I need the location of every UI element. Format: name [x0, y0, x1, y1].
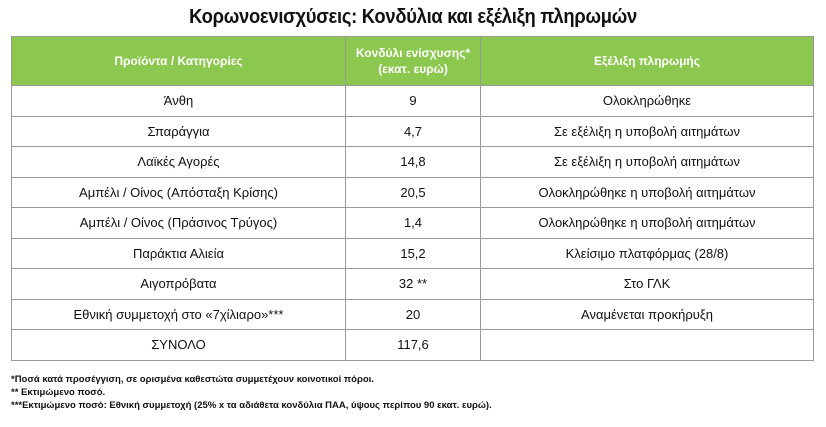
cell-status: Αναμένεται προκήρυξη: [481, 299, 814, 330]
table-row: [12, 299, 814, 330]
header-status: Εξέλιξη πληρωμής: [481, 37, 814, 86]
cell-category: Αιγοπρόβατα: [12, 269, 346, 300]
table-row: [12, 177, 814, 208]
cell-category: Λαϊκές Αγορές: [12, 147, 346, 178]
cell-category: Αμπέλι / Οίνος (Απόσταξη Κρίσης): [12, 177, 346, 208]
cell-amount: 20,5: [346, 177, 481, 208]
cell-status: Σε εξέλιξη η υποβολή αιτημάτων: [481, 116, 814, 147]
cell-amount: 15,2: [346, 238, 481, 269]
cell-category: Παράκτια Αλιεία: [12, 238, 346, 269]
header-category: Προϊόντα / Κατηγορίες: [12, 37, 346, 86]
cell-status: Ολοκληρώθηκε η υποβολή αιτημάτων: [481, 177, 814, 208]
cell-amount: 4,7: [346, 116, 481, 147]
cell-status: Κλείσιμο πλατφόρμας (28/8): [481, 238, 814, 269]
cell-amount: 32 **: [346, 269, 481, 300]
table-row: [12, 116, 814, 147]
table-row: [12, 147, 814, 178]
header-amount-line2: (εκατ. ευρώ): [378, 62, 448, 76]
footnote-2: ** Εκτιμώμενο ποσό.: [11, 387, 106, 398]
table-row: [12, 238, 814, 269]
cell-amount: 117,6: [346, 330, 481, 361]
footnote-3: ***Εκτιμώμενο ποσό: Εθνική συμμετοχή (25% x τα αδιάθετα κονδύλια ΠΑΑ, ύψους περίπου 90 εκατ. ευρώ).: [11, 400, 492, 411]
table-row: [12, 269, 814, 300]
cell-status: Ολοκληρώθηκε: [481, 86, 814, 117]
cell-status: [481, 330, 814, 361]
cell-status: Στο ΓΛΚ: [481, 269, 814, 300]
footnote-1: *Ποσά κατά προσέγγιση, σε ορισμένα καθεστώτα συμμετέχουν κοινοτικοί πόροι.: [11, 374, 374, 385]
cell-status: Σε εξέλιξη η υποβολή αιτημάτων: [481, 147, 814, 178]
cell-category: Σπαράγγια: [12, 116, 346, 147]
cell-amount: 1,4: [346, 208, 481, 239]
table-row: [12, 208, 814, 239]
header-amount: [346, 37, 481, 86]
cell-category: Αμπέλι / Οίνος (Πράσινος Τρύγος): [12, 208, 346, 239]
cell-status: Ολοκληρώθηκε η υποβολή αιτημάτων: [481, 208, 814, 239]
funding-table: [11, 36, 814, 361]
footnotes: [11, 373, 813, 412]
cell-amount: 9: [346, 86, 481, 117]
total-row: [12, 330, 814, 361]
cell-amount: 20: [346, 299, 481, 330]
header-amount-line1: Κονδύλι ενίσχυσης*: [355, 46, 471, 60]
table-header: [12, 37, 814, 86]
cell-category: Άνθη: [12, 86, 346, 117]
page-title: Κορωνοενισχύσεις: Κονδύλια και εξέλιξη πληρωμών: [189, 6, 637, 28]
cell-category: Εθνική συμμετοχή στο «7χίλιαρο»***: [12, 299, 346, 330]
cell-category: ΣΥΝΟΛΟ: [12, 330, 346, 361]
cell-amount: 14,8: [346, 147, 481, 178]
table-body: [12, 86, 814, 361]
table-row: [12, 86, 814, 117]
header-row: [12, 37, 814, 86]
